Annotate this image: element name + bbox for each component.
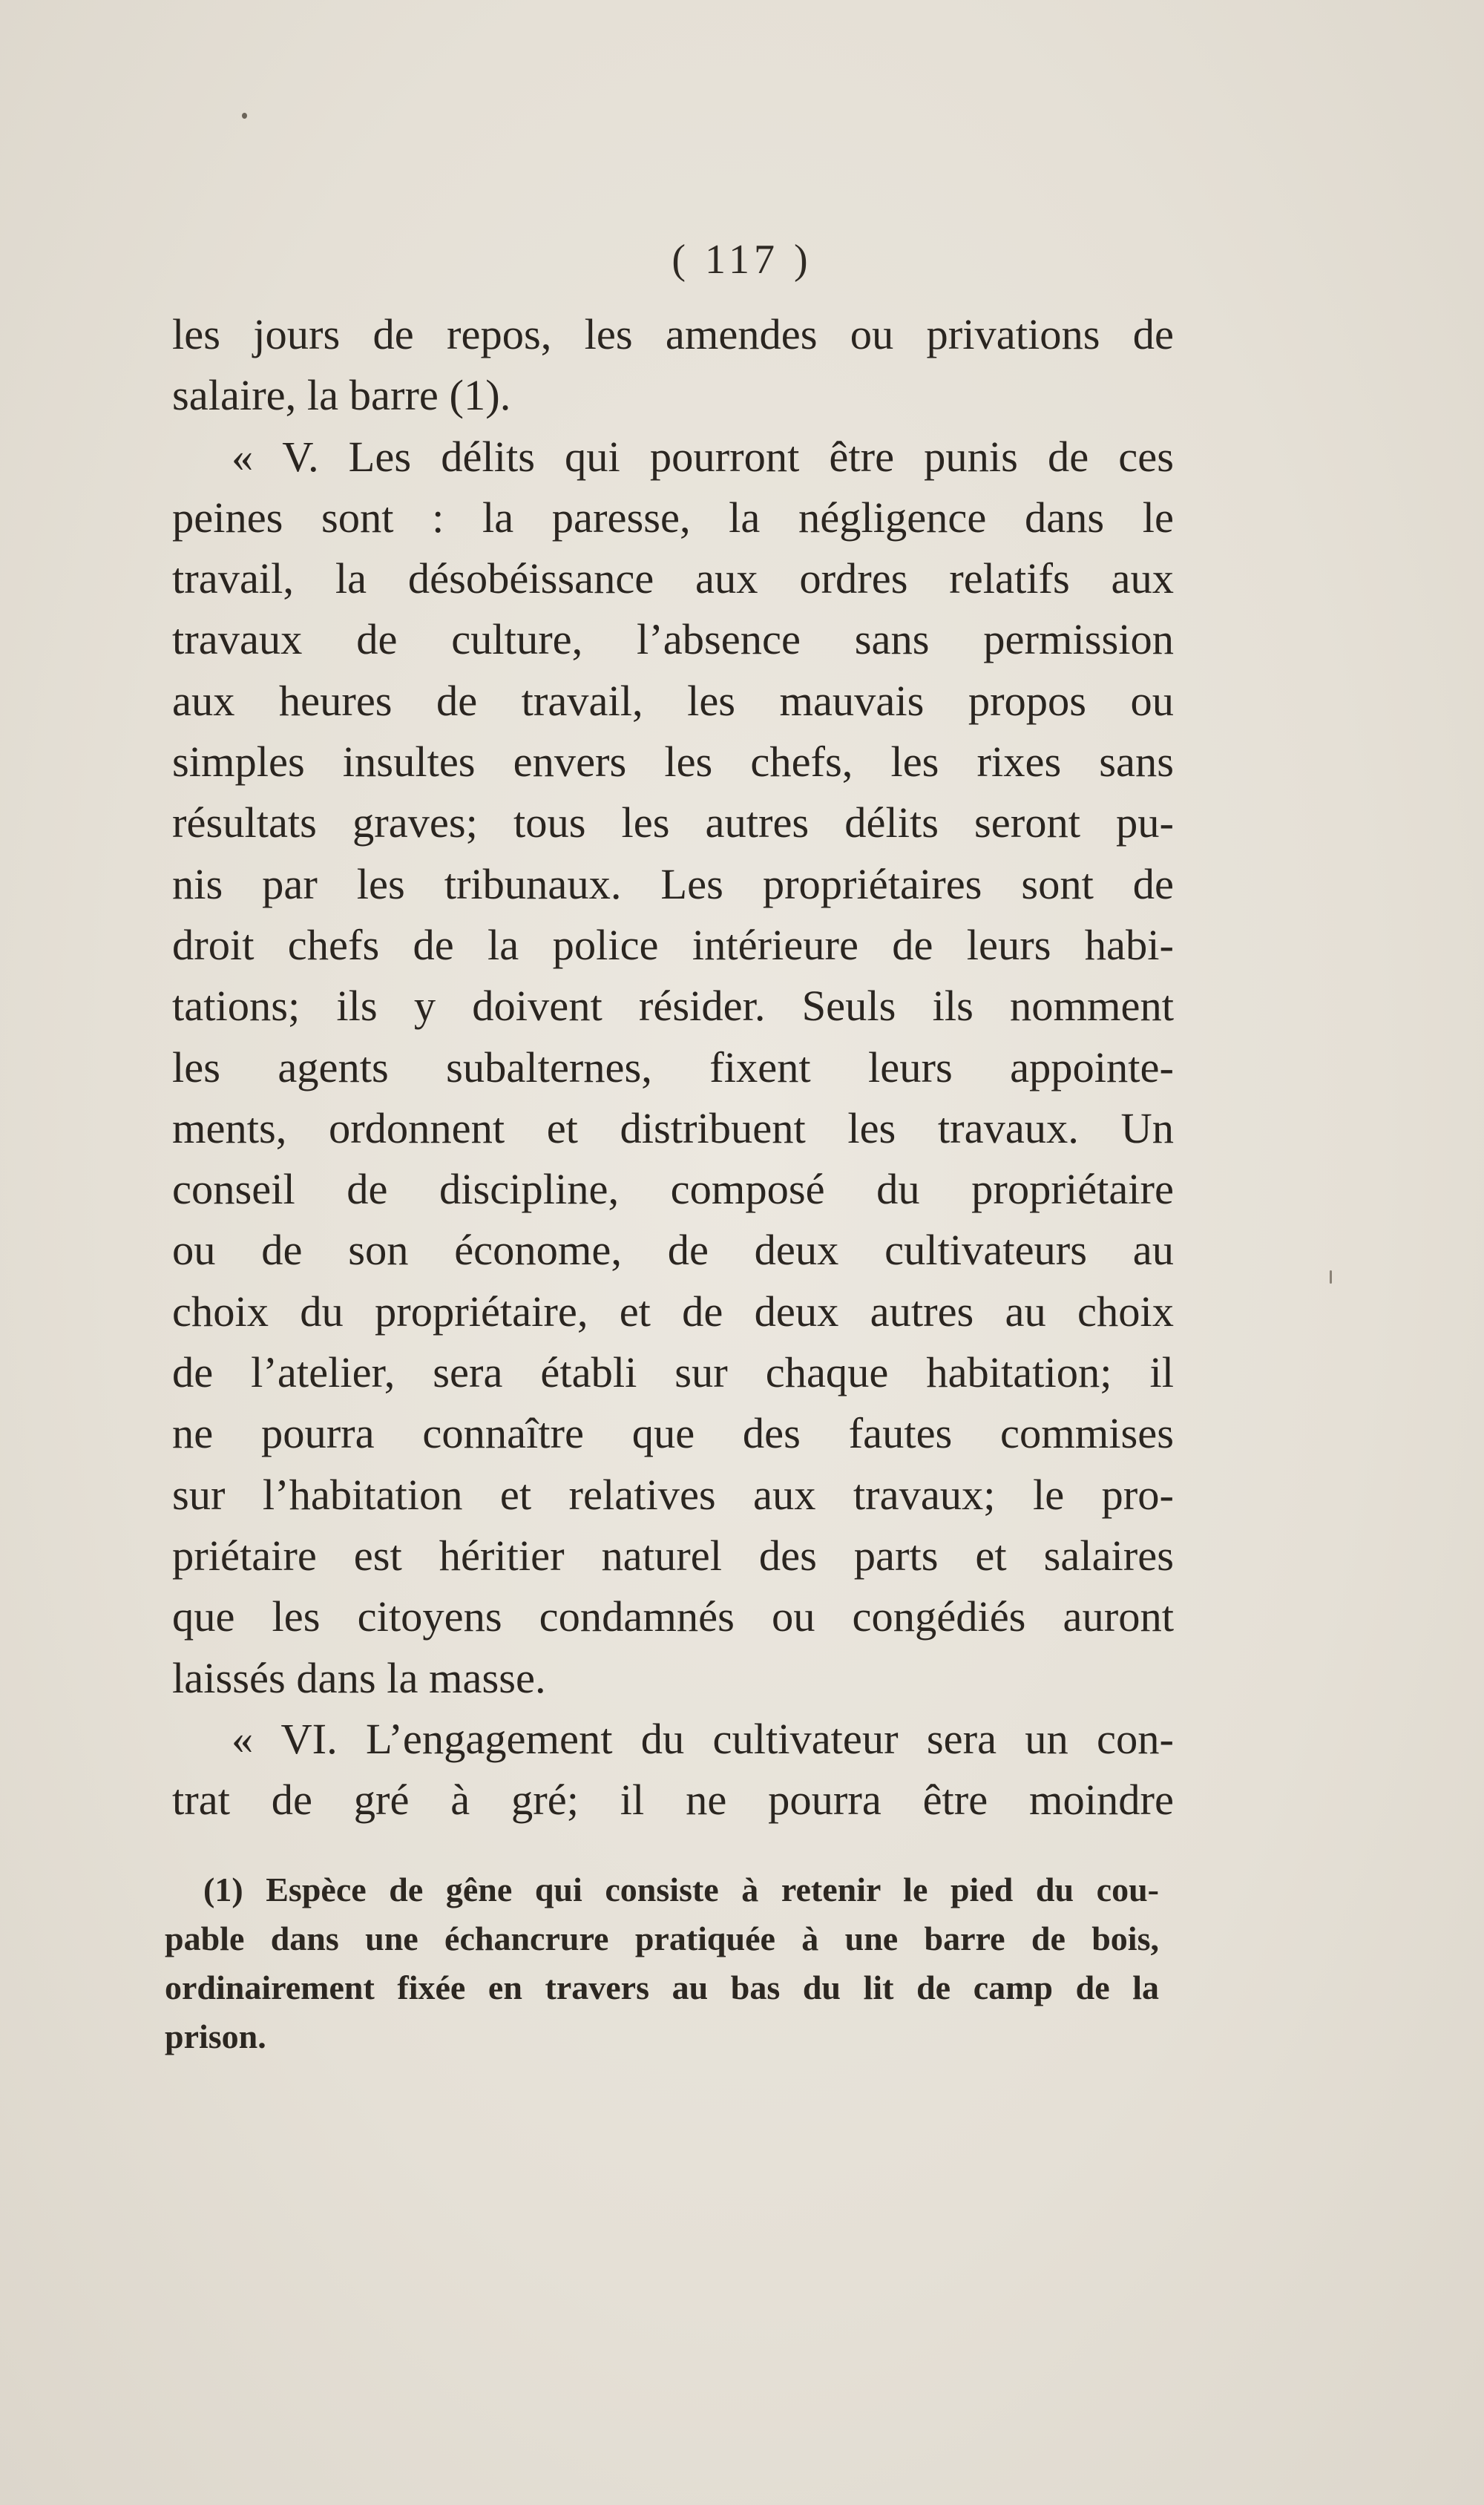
text-line: « VI. L’engagement du cultivateur sera un con- xyxy=(232,1714,1174,1763)
text-line: résultats graves; tous les autres délits seront pu- xyxy=(172,798,1174,847)
text-line: travaux de culture, l’absence sans permission xyxy=(172,615,1174,664)
text-line: travail, la désobéissance aux ordres relatifs aux xyxy=(172,554,1174,603)
text-line: les jours de repos, les amendes ou privations de xyxy=(172,310,1174,358)
footnote-line: prison. xyxy=(165,2018,266,2055)
text-line: de l’atelier, sera établi sur chaque habitation; il xyxy=(172,1348,1174,1397)
text-line: droit chefs de la police intérieure de leurs habi- xyxy=(172,920,1174,969)
footnote-line: ordinairement fixée en travers au bas du lit de camp de la xyxy=(165,1969,1159,2006)
text-line: priétaire est héritier naturel des parts et salaires xyxy=(172,1531,1174,1580)
text-line: peines sont : la paresse, la négligence dans le xyxy=(172,493,1174,542)
text-line: les agents subalternes, fixent leurs appointe- xyxy=(172,1043,1174,1091)
text-line: salaire, la barre (1). xyxy=(172,371,511,420)
text-line: ne pourra connaître que des fautes commises xyxy=(172,1409,1174,1458)
body-text xyxy=(172,304,1174,1831)
text-line: ments, ordonnent et distribuent les travaux. Un xyxy=(172,1103,1174,1152)
text-line: conseil de discipline, composé du propriétaire xyxy=(172,1165,1174,1214)
paper-speck xyxy=(242,113,247,119)
text-line: « V. Les délits qui pourront être punis de ces xyxy=(232,432,1174,481)
footnote xyxy=(165,1865,1159,2061)
text-line: choix du propriétaire, et de deux autres au choix xyxy=(172,1287,1174,1336)
text-line: ou de son économe, de deux cultivateurs au xyxy=(172,1226,1174,1275)
page-number: ( 117 ) xyxy=(672,237,812,283)
text-line: sur l’habitation et relatives aux travaux; le pro- xyxy=(172,1470,1174,1519)
text-line: que les citoyens condamnés ou congédiés auront xyxy=(172,1592,1174,1641)
footnote-line: pable dans une échancrure pratiquée à une barre de bois, xyxy=(165,1920,1159,1957)
paper-speck xyxy=(1330,1270,1332,1284)
text-line: nis par les tribunaux. Les propriétaires sont de xyxy=(172,859,1174,908)
text-line: trat de gré à gré; il ne pourra être moindre xyxy=(172,1776,1174,1825)
text-line: aux heures de travail, les mauvais propos ou xyxy=(172,676,1174,725)
text-line: simples insultes envers les chefs, les rixes sans xyxy=(172,738,1174,787)
footnote-line: (1) Espèce de gêne qui consiste à retenir le pied du cou- xyxy=(203,1871,1159,1908)
text-line: tations; ils y doivent résider. Seuls ils nomment xyxy=(172,982,1174,1031)
text-line: laissés dans la masse. xyxy=(172,1653,546,1702)
